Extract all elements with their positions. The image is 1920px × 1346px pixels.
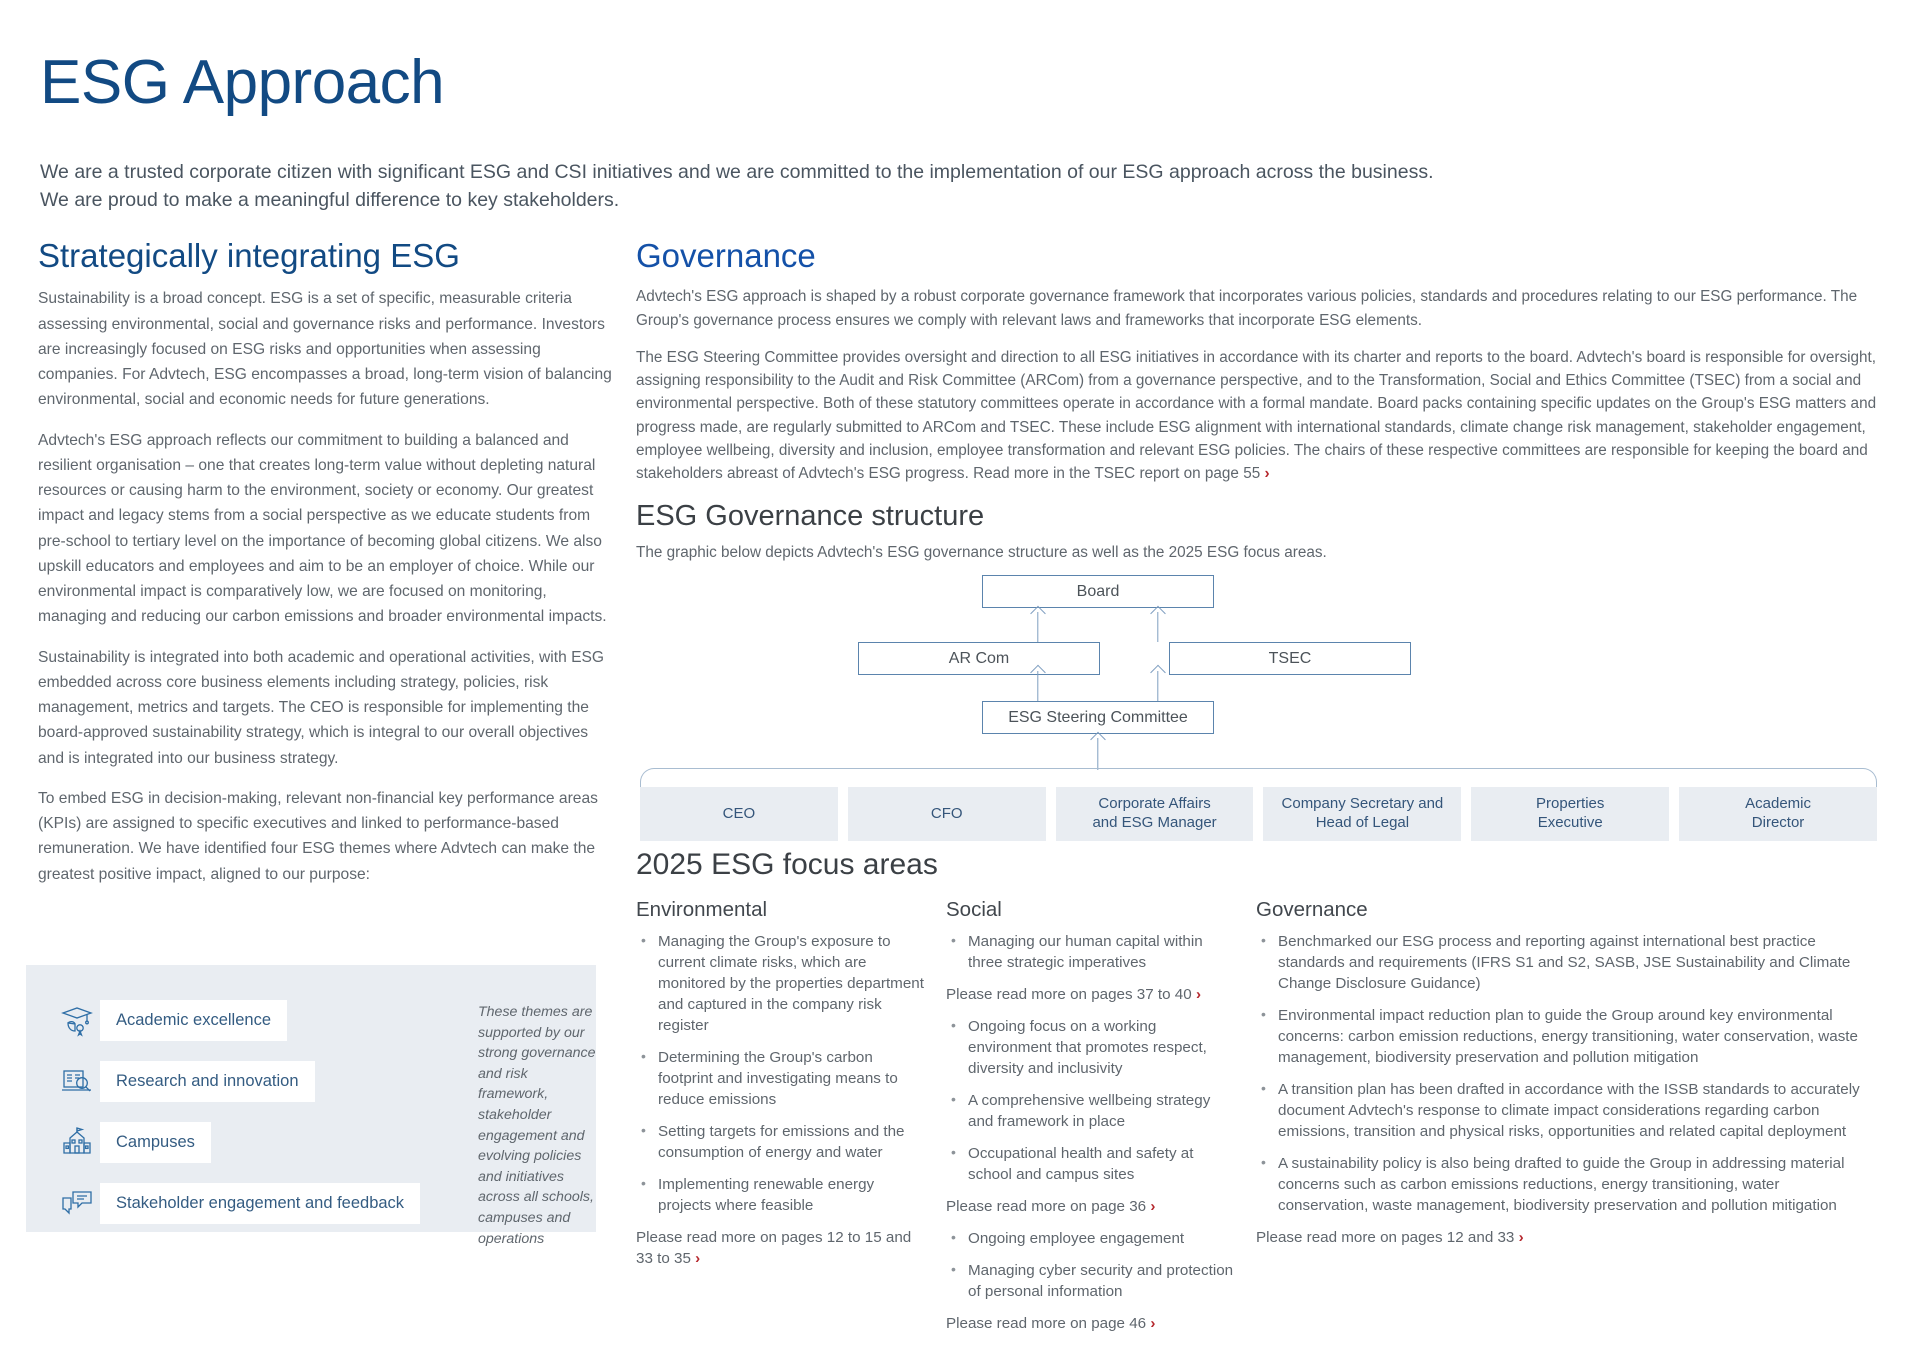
list-item: • A transition plan has been drafted in accordance with the ISSB standards to accurately document Advtech's response to climate impact considerations regarding carbon emissions, transition and physical risks, opportunities and related capital deployment <box>1256 1080 1864 1143</box>
list-item: • Ongoing employee engagement <box>946 1229 1234 1250</box>
focus-list-social-2 <box>946 1017 1234 1186</box>
readmore-governance[interactable] <box>1256 1228 1864 1249</box>
right-column <box>636 238 1881 578</box>
chevron-right-icon[interactable]: › <box>1264 465 1270 483</box>
focus-areas-title: 2025 ESG focus areas <box>636 848 938 881</box>
org-roles-row <box>640 787 1877 841</box>
readmore-text: Please read more on pages 12 and 33 <box>1256 1228 1515 1246</box>
focus-column-governance <box>1256 898 1886 1346</box>
focus-heading-governance: Governance <box>1256 898 1368 921</box>
esg-governance-structure-chart <box>636 575 1881 835</box>
intro-text <box>40 158 1660 215</box>
org-role-academic-director: Academic Director <box>1679 787 1877 841</box>
school-building-icon <box>54 1125 100 1159</box>
org-role-ceo: CEO <box>640 787 838 841</box>
document-search-icon <box>54 1064 100 1098</box>
readmore-text: Please read more on pages 37 to 40 <box>946 985 1192 1003</box>
graduation-cap-icon <box>54 1003 100 1037</box>
focus-column-social <box>946 898 1256 1346</box>
org-node-board: Board <box>982 575 1214 608</box>
list-item: • Setting targets for emissions and the consumption of energy and water <box>636 1122 924 1164</box>
theme-label: Research and innovation <box>100 1061 315 1102</box>
org-role-properties-executive: Properties Executive <box>1471 787 1669 841</box>
governance-paragraph-2-text: The ESG Steering Committee provides oversight and direction to all ESG initiatives in accordance with its charter and reports to the board. Advtech's board is responsible for oversight, assigning responsibility to the Audit and Risk Committee (ARCom) from a governance perspective, and to the Transformation, Social and Ethics Committee (TSEC) from a social and environmental perspective. Both of these statutory committees operate in accordance with a formal mandate. Board packs containing specific updates on the Group's ESG matters and progress made, are regularly submitted to ARCom and TSEC. These include ESG alignment with international standards, climate change risk management, stakeholder engagement, employee wellbeing, diversity and inclusion, employee transformation and relevant ESG policies. The chairs of these respective committees are responsible for keeping the board and stakeholders abreast of Advtech's ESG progress. Read more in the TSEC report on page 55 <box>636 348 1877 483</box>
left-paragraph-1: Sustainability is a broad concept. ESG is a set of specific, measurable criteria assessing environmental, social and governance risks and performance. Investors are increasingly focused on ESG risks and opportunities when assessing companies. For Advtech, ESG encompasses a broad, long-term vision of balancing environmental, social and economic needs for future generations. <box>38 290 612 409</box>
chevron-right-icon[interactable]: › <box>1518 1228 1524 1246</box>
themes-supporting-note: These themes are supported by our strong governance and risk framework, stakeholder engagement and evolving policies and initiatives across all schools, campuses and operations <box>478 1004 596 1247</box>
readmore-environmental[interactable] <box>636 1228 924 1270</box>
readmore-social-2[interactable] <box>946 1197 1234 1218</box>
arrow-steering-to-tsec <box>1148 667 1168 701</box>
org-node-esg-steering-committee: ESG Steering Committee <box>982 701 1214 734</box>
chevron-right-icon[interactable]: › <box>1150 1314 1156 1332</box>
focus-list-environmental <box>636 932 924 1217</box>
arrow-roles-to-steering <box>1088 734 1108 770</box>
left-column <box>38 238 618 902</box>
speech-bubbles-icon <box>54 1186 100 1220</box>
readmore-social-3[interactable] <box>946 1314 1234 1335</box>
list-item: • Managing the Group's exposure to current climate risks, which are monitored by the properties department and captured in the company risk register <box>636 932 924 1037</box>
subsection-heading-esg-governance-structure: ESG Governance structure <box>636 500 985 533</box>
themes-list <box>54 997 454 1241</box>
theme-label: Stakeholder engagement and feedback <box>100 1183 420 1224</box>
theme-item-research-and-innovation[interactable] <box>54 1058 454 1104</box>
page-title: ESG Approach <box>40 48 445 117</box>
focus-list-social-1 <box>946 932 1234 974</box>
governance-structure-caption: The graphic below depicts Advtech's ESG governance structure as well as the 2025 ESG focus areas. <box>636 544 1327 562</box>
focus-list-social-3 <box>946 1229 1234 1303</box>
arrow-arcom-to-board <box>1028 608 1048 642</box>
focus-areas-columns <box>636 898 1886 1346</box>
readmore-text: Please read more on page 46 <box>946 1314 1147 1332</box>
arrow-steering-to-arcom <box>1028 667 1048 701</box>
readmore-text: Please read more on page 36 <box>946 1197 1147 1215</box>
list-item: • A comprehensive wellbeing strategy and framework in place <box>946 1091 1234 1133</box>
left-paragraph-4: To embed ESG in decision-making, relevant non-financial key performance areas (KPIs) are assigned to specific executives and linked to performance-based remuneration. We have identified four ESG themes where Advtech can make the greatest positive impact, aligned to our purpose: <box>38 789 598 883</box>
section-heading-strategically-integrating-esg: Strategically integrating ESG <box>38 237 460 274</box>
list-item: • Benchmarked our ESG process and reporting against international best practice standards and requirements (IFRS S1 and S2, SASB, JSE Sustainability and Climate Change Disclosure Guidance) <box>1256 932 1864 995</box>
readmore-text: Please read more on pages 12 to 15 and 33 to 35 <box>636 1228 912 1267</box>
org-role-company-secretary: Company Secretary and Head of Legal <box>1263 787 1461 841</box>
focus-heading-environmental: Environmental <box>636 898 768 921</box>
list-item: • Environmental impact reduction plan to guide the Group around key environmental concerns: carbon emission reductions, energy transitioning, water conservation, waste management, biodiversity preservation and pollution mitigation <box>1256 1006 1864 1069</box>
arrow-tsec-to-board <box>1148 608 1168 642</box>
list-item: • A sustainability policy is also being drafted to guide the Group in addressing material concerns such as carbon emissions reductions, energy transitioning, water conservation, waste management, biodiversity preservation and pollution mitigation <box>1256 1154 1864 1217</box>
chevron-right-icon[interactable]: › <box>695 1249 701 1267</box>
intro-line-1: We are a trusted corporate citizen with significant ESG and CSI initiatives and we are committed to the implementation of our ESG approach across the business. <box>40 161 1434 183</box>
list-item: • Implementing renewable energy projects where feasible <box>636 1175 924 1217</box>
theme-label: Campuses <box>100 1122 211 1163</box>
list-item: • Occupational health and safety at school and campus sites <box>946 1144 1234 1186</box>
list-item: • Ongoing focus on a working environment that promotes respect, diversity and inclusivity <box>946 1017 1234 1080</box>
section-heading-governance: Governance <box>636 237 816 274</box>
list-item: • Managing our human capital within three strategic imperatives <box>946 932 1234 974</box>
chevron-right-icon[interactable]: › <box>1150 1197 1156 1215</box>
readmore-social-1[interactable] <box>946 985 1234 1006</box>
roles-bracket-connector <box>640 768 1877 788</box>
focus-list-governance <box>1256 932 1864 1217</box>
focus-heading-social: Social <box>946 898 1002 921</box>
governance-paragraph-2 <box>636 346 1881 486</box>
org-node-tsec: TSEC <box>1169 642 1411 675</box>
list-item: • Managing cyber security and protection of personal information <box>946 1261 1234 1303</box>
focus-column-environmental <box>636 898 946 1346</box>
intro-line-2: We are proud to make a meaningful difference to key stakeholders. <box>40 189 620 212</box>
org-role-cfo: CFO <box>848 787 1046 841</box>
esg-themes-panel <box>26 965 596 1247</box>
list-item: • Determining the Group's carbon footprint and investigating means to reduce emissions <box>636 1048 924 1111</box>
governance-paragraph-1: Advtech's ESG approach is shaped by a robust corporate governance framework that incorporates various policies, standards and procedures relating to our ESG performance. The Group's governance process ensures we comply with relevant laws and frameworks that incorporate ESG elements. <box>636 288 1858 329</box>
theme-item-campuses[interactable] <box>54 1119 454 1165</box>
org-role-corporate-affairs: Corporate Affairs and ESG Manager <box>1056 787 1254 841</box>
org-node-ar-com: AR Com <box>858 642 1100 675</box>
theme-item-stakeholder-engagement[interactable] <box>54 1180 454 1226</box>
left-paragraph-2: Advtech's ESG approach reflects our commitment to building a balanced and resilient organisation – one that creates long-term value without depleting natural resources or causing harm to the environment, society or economy. Our greatest impact and legacy stems from a social perspective as we educate students from pre-school to tertiary level on the importance of becoming global citizens. We also upskill educators and employees and aim to be an employer of choice. While our environmental impact is comparatively low, we are focused on monitoring, managing and reducing our carbon emissions and broader environmental impacts. <box>38 431 607 626</box>
theme-item-academic-excellence[interactable] <box>54 997 454 1043</box>
left-paragraph-3: Sustainability is integrated into both academic and operational activities, with ESG embedded across core business elements including strategy, policies, risk management, metrics and targets. The CEO is responsible for implementing the board-approved sustainability strategy, which is integral to our overall objectives and is integrated into our business strategy. <box>38 648 605 767</box>
theme-label: Academic excellence <box>100 1000 287 1041</box>
chevron-right-icon[interactable]: › <box>1195 985 1201 1003</box>
